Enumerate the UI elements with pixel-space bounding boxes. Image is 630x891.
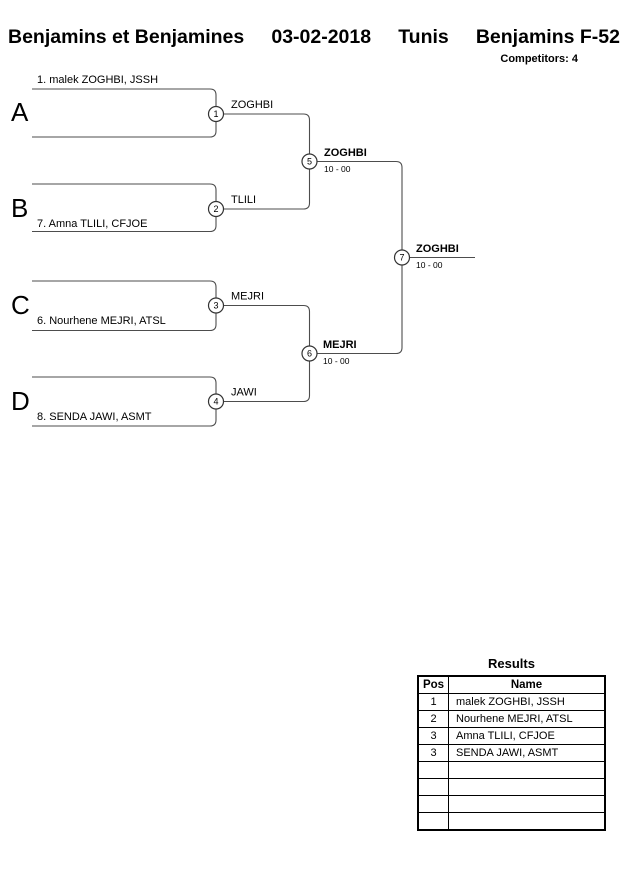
final-score: 10 - 00 (416, 260, 443, 270)
competitor-b: 7. Amna TLILI, CFJOE (37, 218, 148, 230)
match-number-3: 3 (213, 300, 219, 311)
competitor-d: 8. SENDA JAWI, ASMT (37, 411, 152, 423)
match-4-winner: JAWI (231, 386, 257, 399)
result-name: SENDA JAWI, ASMT (449, 745, 606, 762)
match-2-winner: TLILI (231, 194, 257, 206)
result-pos: 2 (418, 711, 449, 728)
match-5-winner: ZOGHBI (324, 147, 367, 159)
match-1-winner: ZOGHBI (231, 99, 274, 111)
match-6-winner: MEJRI (323, 339, 357, 351)
title-division: Benjamins F-52 (475, 26, 620, 48)
result-pos (418, 796, 449, 813)
section-letter-c: C (11, 290, 30, 320)
results-table (417, 675, 606, 831)
results-header-name: Name (449, 676, 606, 694)
table-row (418, 711, 605, 728)
results-header-pos: Pos (418, 676, 449, 694)
final-winner: ZOGHBI (416, 243, 459, 255)
result-pos (418, 779, 449, 796)
title-category: Benjamins et Benjamines (8, 26, 245, 48)
match-number-7: 7 (399, 252, 405, 263)
match-number-4: 4 (213, 396, 219, 407)
result-name (449, 796, 606, 813)
section-letter-a: A (11, 97, 29, 127)
result-name: malek ZOGHBI, JSSH (449, 694, 606, 711)
table-row (418, 745, 605, 762)
table-row (418, 779, 605, 796)
title-date: 03-02-2018 (271, 26, 372, 48)
results-section (417, 656, 606, 831)
table-row (418, 694, 605, 711)
match-6-score: 10 - 00 (323, 356, 350, 366)
result-pos (418, 762, 449, 779)
result-pos: 3 (418, 728, 449, 745)
competitor-a: 1. malek ZOGHBI, JSSH (37, 74, 159, 86)
result-pos: 1 (418, 694, 449, 711)
match-number-2: 2 (213, 204, 219, 214)
results-header-row (418, 676, 605, 694)
results-title: Results (488, 656, 535, 671)
match-number-5: 5 (306, 156, 313, 167)
result-name (449, 762, 606, 779)
match-number-1: 1 (213, 109, 219, 119)
table-row (418, 762, 605, 779)
competitors-count: Competitors: 4 (500, 53, 578, 65)
table-row (418, 796, 605, 813)
section-letter-d: D (11, 386, 30, 416)
match-5-score: 10 - 00 (324, 164, 351, 174)
result-pos (418, 813, 449, 831)
result-name (449, 779, 606, 796)
table-row (418, 813, 605, 831)
match-number-6: 6 (306, 348, 313, 359)
result-name (449, 813, 606, 831)
result-name: Amna TLILI, CFJOE (449, 728, 606, 745)
title-location: Tunis (398, 26, 449, 48)
result-name: Nourhene MEJRI, ATSL (449, 711, 606, 728)
section-letter-b: B (11, 193, 29, 223)
table-row (418, 728, 605, 745)
competitor-c: 6. Nourhene MEJRI, ATSL (37, 315, 166, 327)
match-3-winner: MEJRI (231, 290, 264, 303)
result-pos: 3 (418, 745, 449, 762)
